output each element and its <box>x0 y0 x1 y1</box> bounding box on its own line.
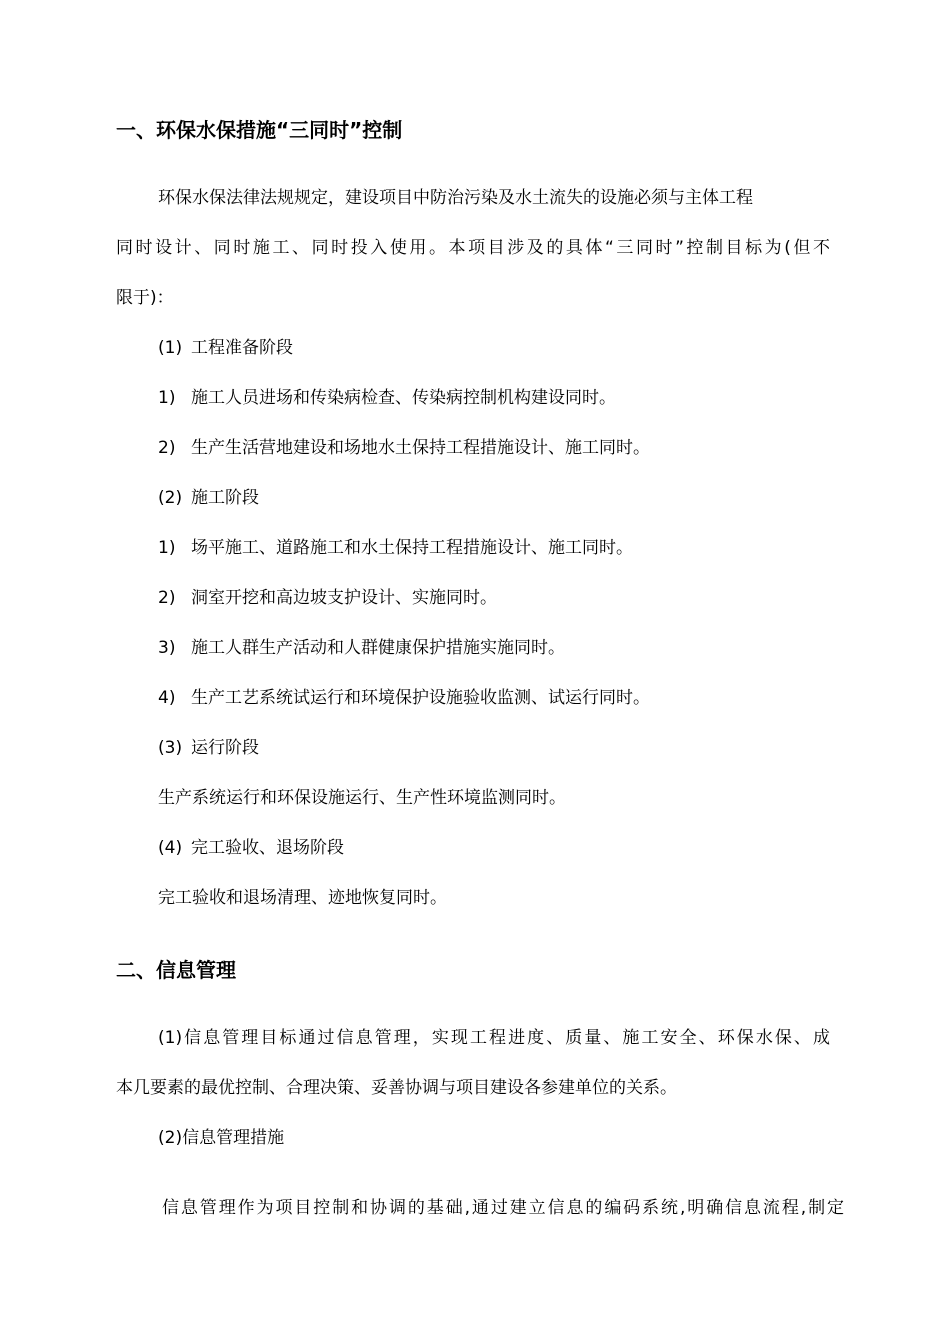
list-item: 3) 施工人群生产活动和人群健康保护措施实施同时。 <box>158 638 565 658</box>
section-1-heading: 一、环保水保措施“三同时”控制 <box>116 118 403 142</box>
section-1-intro-line-3: 限于)： <box>116 288 174 308</box>
list-item: 4) 生产工艺系统试运行和环境保护设施验收监测、试运行同时。 <box>158 688 650 708</box>
stage-4-title: (4) 完工验收、退场阶段 <box>158 838 344 858</box>
stage-3-text: 生产系统运行和环保设施运行、生产性环境监测同时。 <box>158 788 566 808</box>
stage-3-title: (3) 运行阶段 <box>158 738 259 758</box>
stage-1-label: (1) <box>158 338 183 358</box>
stage-4-label: (4) <box>158 838 183 858</box>
stage-3-label: (3) <box>158 738 183 758</box>
section-1-intro-line-1: 环保水保法律法规规定，建设项目中防治污染及水土流失的设施必须与主体工程 <box>158 188 753 208</box>
stage-4-text: 完工验收和退场清理、迹地恢复同时。 <box>158 888 447 908</box>
stage-1-title: (1) 工程准备阶段 <box>158 338 293 358</box>
list-item: 1) 场平施工、道路施工和水土保持工程措施设计、施工同时。 <box>158 538 633 558</box>
section-2-paragraph-3-line-1: 信息管理作为项目控制和协调的基础,通过建立信息的编码系统,明确信息流程,制定 <box>162 1198 844 1218</box>
list-item: 2) 洞室开挖和高边坡支护设计、实施同时。 <box>158 588 497 608</box>
section-2-heading: 二、信息管理 <box>116 958 236 982</box>
stage-2-title: (2) 施工阶段 <box>158 488 259 508</box>
section-2-paragraph-1-line-2: 本几要素的最优控制、合理决策、妥善协调与项目建设各参建单位的关系。 <box>116 1078 677 1098</box>
section-2-paragraph-1-line-1: (1)信息管理目标通过信息管理，实现工程进度、质量、施工安全、环保水保、成 <box>158 1028 830 1048</box>
section-1-intro-line-2: 同时设计、同时施工、同时投入使用。本项目涉及的具体“三同时”控制目标为(但不 <box>116 238 830 258</box>
stage-2-label: (2) <box>158 488 183 508</box>
section-2-paragraph-2: (2)信息管理措施 <box>158 1128 285 1148</box>
list-item: 1) 施工人员进场和传染病检查、传染病控制机构建设同时。 <box>158 388 616 408</box>
list-item: 2) 生产生活营地建设和场地水土保持工程措施设计、施工同时。 <box>158 438 650 458</box>
